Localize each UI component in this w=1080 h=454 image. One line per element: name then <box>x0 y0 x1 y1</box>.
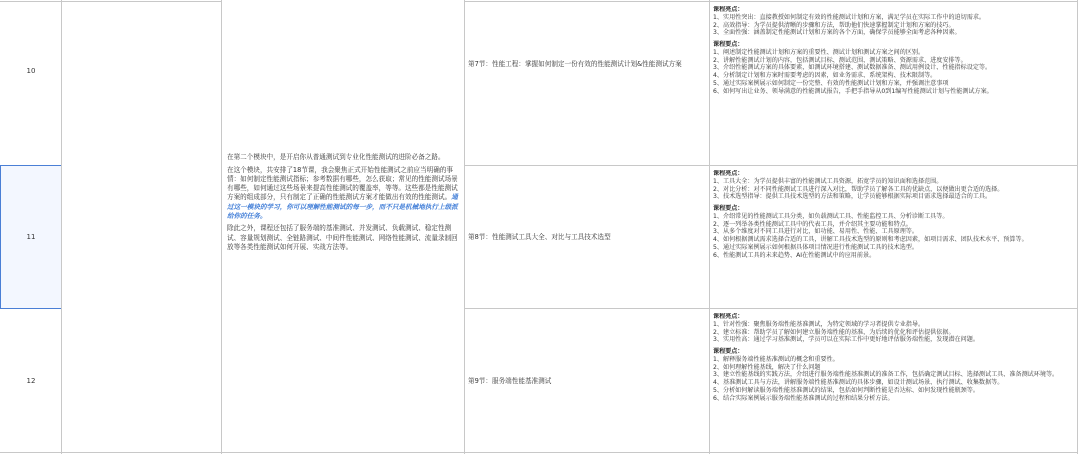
highlights-heading: 课程亮点： <box>713 313 744 320</box>
point-item: 2、讲解性能测试计划的内容，包括测试目标、测试范围、测试策略、资源需求、进度安排等。 <box>713 56 967 64</box>
module-scope: 除此之外，课程还包括了服务端的基准测试、并发测试、负载测试、稳定性测试、容量规划测试、全链路测试、中间件性能测试、网络性能测试、流量录制回放等各类性能测试如何开展、实战方法等。 <box>227 224 458 251</box>
highlights-heading: 课程亮点： <box>713 170 744 177</box>
point-item: 6、性能测试工具的未来趋势、AI在性能测试中的应用前景。 <box>713 251 876 259</box>
row-border <box>464 165 1078 166</box>
section-title-cell[interactable]: 第7节：性能工程：掌握如何制定一份有效的性能测试计划&性能测试方案 <box>468 60 682 68</box>
module-overview-text: 在这个模块，共安排了18节课，我会聚焦正式开始性能测试之前应当明确的事情：如何制定性能测试指标；参考数据有哪些，怎么获取；常见的性能测试场景有哪些，如何通过这些场景来提高性能测试的覆盖率，等等。这些都是性能测试方案的组成部分，只有制定了正确的性能测试方案才能做出有效的性能测试。 <box>227 165 458 202</box>
column-border <box>1077 0 1078 454</box>
course-detail-cell[interactable] <box>713 6 1073 95</box>
row-border <box>0 1 221 2</box>
point-item: 4、如何根据测试需求选择合适的工具，讲解工具技术选型的原则和考虑因素，如项目需求、团队技术水平、预算等。 <box>713 236 1028 243</box>
row-border <box>464 308 1078 309</box>
point-item: 1、解释服务端性能基准测试的概念和重要性。 <box>713 355 839 363</box>
column-border <box>221 0 222 454</box>
row-number-cell[interactable]: 11 <box>26 233 36 241</box>
module-emphasis-text: 通过这一模块的学习，你可以理解性能测试的每一步，而不只是机械地执行上级派给你的任务。 <box>227 193 458 220</box>
highlight-item: 1、工具大全：为学员提供丰富的性能测试工具资源，拓宽学员的知识面和选择范围。 <box>713 177 943 185</box>
highlight-item: 1、实用性突出：直接教授如何制定有效的性能测试计划和方案，满足学员在实际工作中的迫切需求。 <box>713 13 986 21</box>
column-border <box>464 0 465 454</box>
point-item: 3、建立性能基线的实践方法，介绍进行服务端性能基准测试的准备工作，包括确定测试目标、选择测试工具、准备测试环境等。 <box>713 371 1059 379</box>
point-item: 5、通过实际案例展示如何根据具体项目情况进行性能测试工具的技术选型。 <box>713 243 918 251</box>
section-title-cell[interactable]: 第9节：服务端性能基准测试 <box>468 377 552 385</box>
module-description-cell[interactable] <box>227 153 459 256</box>
point-item: 1、介绍常见的性能测试工具分类，如负载测试工具、性能监控工具、分析诊断工具等。 <box>713 212 949 220</box>
module-overview <box>227 166 459 221</box>
point-item: 4、基准测试工具与方法，讲解服务端性能基准测试的具体步骤，如设计测试场景、执行测试、收集数据等。 <box>713 379 1004 386</box>
highlight-item: 1、针对性强：聚焦服务端性能基准测试，为特定领域的学习者提供专业指导。 <box>713 320 925 328</box>
module-intro: 在第二个模块中，是开启你从普通测试到专业化性能测试的进阶必备之路。 <box>227 153 445 161</box>
point-item: 4、分析制定计划和方案时需要考虑的因素，如业务需求、系统架构、技术限制等。 <box>713 72 937 79</box>
point-item: 5、通过实际案例展示如何制定一份完整、有效的性能测试计划和方案，并强调注意事项 <box>713 79 949 87</box>
points-heading: 课程要点： <box>713 41 744 48</box>
point-item: 3、介绍性能测试方案的具体要素，如测试环境搭建、测试数据准备、测试用例设计、性能指标设定等。 <box>713 64 992 72</box>
point-item: 6、如何写出让业务、领导满意的性能测试报告，手把手指导从0到1编写性能测试计划与性能测试方案。 <box>713 87 993 95</box>
points-heading: 课程要点： <box>713 205 744 212</box>
point-item: 2、逐一列举各类性能测试工具中的代表工具，并介绍其主要功能和特点。 <box>713 220 912 228</box>
highlight-item: 3、全面性强：涵盖制定性能测试计划和方案的各个方面，确保学员能够全面考虑各种因素。 <box>713 29 961 37</box>
highlight-item: 2、对比分析：对不同性能测试工具进行深入对比，帮助学员了解各工具的优缺点，以便做出更合适的选择。 <box>713 185 1004 193</box>
course-detail-cell[interactable] <box>713 313 1073 402</box>
course-detail-cell[interactable] <box>713 170 1073 259</box>
highlight-item: 2、高效指导：为学员提供清晰的步骤和方法，帮助他们快速掌握制定计划和方案的技巧。 <box>713 21 955 29</box>
highlights-heading: 课程亮点： <box>713 6 744 13</box>
section-title-cell[interactable]: 第8节：性能测试工具大全、对比与工具技术选型 <box>468 233 611 241</box>
point-item: 3、从多个维度对不同工具进行对比，如功能、易用性、性能、工具原理等。 <box>713 228 918 236</box>
point-item: 1、阐述制定性能测试计划和方案的重要性、测试计划和测试方案之间的区别。 <box>713 48 925 56</box>
row-number-cell[interactable]: 12 <box>26 377 36 385</box>
point-item: 2、如何理解性能基线，解决了什么问题 <box>713 363 821 371</box>
highlight-item: 3、实用性高：通过学习基准测试，学员可以在实际工作中更好地评估服务端性能，发现潜在问题。 <box>713 336 979 344</box>
point-item: 5、分析如何解读服务端性能基准测试的结果，包括如何判断性能是否达标、如何发现性能瓶颈等。 <box>713 386 979 394</box>
points-heading: 课程要点： <box>713 348 744 355</box>
row-border <box>0 452 1078 453</box>
row-number-cell[interactable]: 10 <box>26 67 36 75</box>
highlight-item: 2、建立标准：帮助学员了解如何建立服务端性能的基准，为后续的优化和评估提供依据。 <box>713 328 955 336</box>
row-border <box>464 1 1078 2</box>
highlight-item: 3、技术选型指导：提供工具技术选型的方法和策略，让学员能够根据实际项目需求选择最适合的工具。 <box>713 193 992 201</box>
point-item: 6、结合实际案例展示服务端性能基准测试的过程和结果分析方法。 <box>713 394 894 402</box>
column-border <box>709 0 710 454</box>
